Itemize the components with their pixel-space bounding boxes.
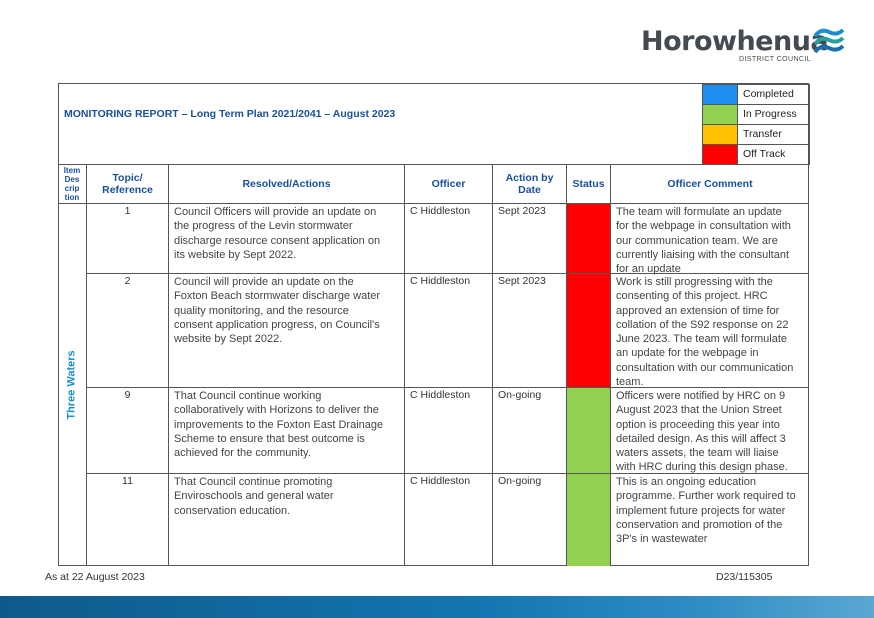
document-reference: D23/115305	[716, 571, 773, 583]
legend-label: Completed	[743, 88, 794, 100]
row-officer-comment: The team will formulate an update for the webpage in consultation with our communication team. We are currently liaising with the consultant for an update	[616, 206, 791, 276]
row-officer: C Hiddleston	[410, 475, 471, 487]
legend-label: Transfer	[743, 128, 782, 140]
report-date: As at 22 August 2023	[45, 571, 145, 583]
legend-swatch	[702, 85, 738, 104]
row-action-date: On-going	[498, 475, 542, 487]
wave-emblem-icon	[813, 26, 845, 60]
header-status: Status	[572, 178, 605, 190]
row-status-indicator	[567, 474, 610, 566]
header-resolved-actions: Resolved/Actions	[242, 178, 331, 190]
category-label: Three Waters	[66, 350, 79, 420]
header-item-description: Item Des crip tion	[63, 166, 81, 202]
row-action-date: Sept 2023	[498, 205, 546, 217]
row-status-indicator	[567, 274, 610, 387]
row-action-date: Sept 2023	[498, 275, 546, 287]
row-officer: C Hiddleston	[410, 389, 471, 401]
row-reference: 2	[124, 275, 131, 287]
legend-item	[702, 125, 809, 145]
header-officer: Officer	[431, 178, 466, 190]
row-reference: 9	[124, 389, 131, 401]
row-action: That Council continue working collaboratively with Horizons to deliver the improvements to the Foxton East Drainage Scheme to ensure that best outcome is achieved for the community.	[174, 390, 384, 460]
report-title: MONITORING REPORT – Long Term Plan 2021/2041 – August 2023	[64, 108, 396, 120]
legend-swatch	[702, 145, 738, 164]
header-topic-reference: Topic/ Reference	[102, 172, 153, 196]
row-action: Council Officers will provide an update on the progress of the Levin stormwater discharge resource consent application on its website by Sept 2022.	[174, 206, 381, 261]
row-action: Council will provide an update on the Foxton Beach stormwater discharge water quality monitoring, and the resource consent application progress, on Council's website by Sept 2022.	[174, 276, 381, 346]
header-officer-comment: Officer Comment	[667, 178, 753, 190]
row-action-date: On-going	[498, 389, 542, 401]
row-officer-comment: Officers were notified by HRC on 9 August 2023 that the Union Street option is proceeding this year into detailed design. As this will affect 3 waters assets, the team will liaise with HRC during this design phase.	[616, 390, 788, 474]
legend-label: In Progress	[743, 108, 797, 120]
footer-banner	[0, 596, 874, 618]
row-reference: 11	[122, 475, 133, 487]
row-officer: C Hiddleston	[410, 205, 471, 217]
logo-subtitle: DISTRICT COUNCIL	[739, 56, 811, 63]
header-action-date: Action by Date	[505, 172, 554, 196]
legend-label: Off Track	[743, 148, 786, 160]
legend-item	[702, 105, 809, 125]
council-logo	[641, 24, 846, 68]
legend-swatch	[702, 105, 738, 124]
legend-swatch	[702, 125, 738, 144]
row-officer: C Hiddleston	[410, 275, 471, 287]
legend-item	[702, 84, 809, 105]
row-reference: 1	[124, 205, 131, 217]
logo-wordmark: Horowhenua	[641, 26, 829, 57]
row-officer-comment: This is an ongoing education programme. Further work required to implement future projects for water conservation and promotion of the 3P's in wastewater	[616, 476, 796, 546]
legend-item	[702, 145, 809, 165]
row-status-indicator	[567, 204, 610, 273]
row-action: That Council continue promoting Enviroschools and general water conservation education.	[174, 476, 334, 517]
row-status-indicator	[567, 388, 610, 473]
row-officer-comment: Work is still progressing with the consenting of this project. HRC approved an extension of time for collation of the S92 response on 22 June 2023. The team will formulate an update for the webpage in consultation with our communication team.	[616, 276, 794, 389]
status-legend	[702, 84, 810, 165]
